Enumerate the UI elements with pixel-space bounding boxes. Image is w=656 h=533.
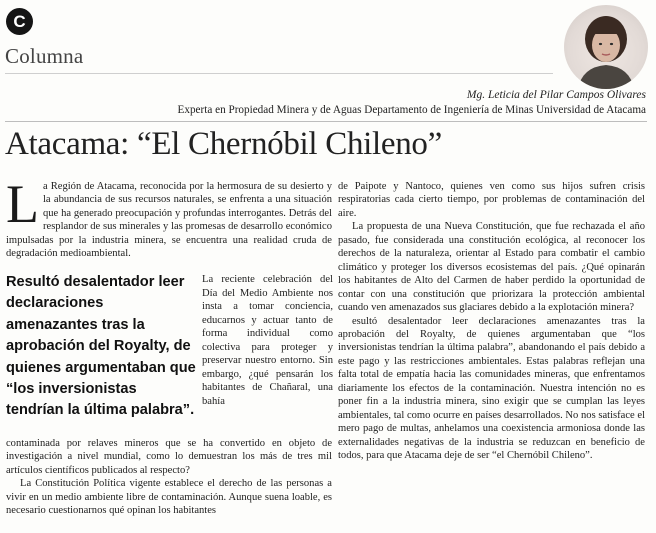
paragraph-2-rest: contaminada por relaves mineros que se ha convertido en objeto de investigación a nivel mundial, como lo demuestran los más de tres mil artículos científicos publicados al respecto? — [6, 438, 332, 476]
author-name: Mg. Leticia del Pilar Campos Olivares — [466, 89, 646, 101]
column-2-paragraph-2: La propuesta de una Nueva Constitución, que fue rechazada el año pasado, fue considerada una constitución ecológica, al reconocer los derechos de la naturaleza, orientar al Estado para combatir el cambio climático y proteger los diversos ecosistemas del país. ¿Qué opinarán los habitantes de Alto del Carmen de haber perdido la oportunidad de contar con una constitución que priorizara la protección ambiental cuando ven amenazados sus glaciares debido a la explotación minera? — [338, 221, 645, 314]
author-photo — [564, 5, 648, 89]
author-credential: Experta en Propiedad Minera y de Aguas Departamento de Ingeniería de Minas Universidad de Atacama — [177, 104, 646, 116]
section-title: Columna — [5, 44, 84, 68]
drop-cap: L — [6, 174, 39, 234]
paragraph-1-text: a Región de Atacama, reconocida por la hermosura de su desierto y la abundancia de sus recursos naturales, se enfrenta a una situación que ha generado preocupación y profundas interrogantes. Detrás del resplandor de sus minerales y las promesas de desarrollo económico impulsadas por la industria minera, se encuentra una realidad cruda de degradación medioambiental. — [6, 181, 332, 260]
pull-quote: Resultó desalentador leer declaraciones amenazantes tras la aprobación del Royalty, de quienes argumentaban que “los inversionistas tendrían la última palabra”. — [6, 274, 196, 419]
author-portrait-icon — [564, 5, 648, 89]
section-divider — [5, 73, 553, 74]
article-headline: Atacama: “El Chernóbil Chileno” — [5, 126, 442, 162]
headline-divider — [5, 121, 647, 122]
column-2-paragraph-3: esultó desalentador leer declaraciones amenazantes tras la aprobación del Royalty, de quienes argumentaban que “los inversionistas tendrían la última palabra”, abandonando el país debido a este pago y las restricciones ambientales. Estas palabras reflejan una falta total de empatía hacia las comunidades mineras, que enfrentamos diariamente los efectos de la contaminación. Nuestra intención no es poner fin a la industria minera, sino exigir que se cumplan las leyes ambientales, tal como ocurre en países desarrollados. No nos satisface el mero pago de multas, anhelamos una coexistencia armoniosa donde las externalidades negativas de la industria se reduzcan en beneficio de todos, para que Atacama deje de ser “el Chernóbil Chileno”. — [338, 315, 645, 462]
column-badge: C — [6, 8, 33, 35]
article-paragraph-2-side: La reciente celebración del Día del Medio Ambiente nos insta a tomar conciencia, educarnos y actuar tanto de forma individual como colectiva para proteger y preservar nuestro entorno. Sin embargo, ¿qué pensarán los habitantes de Chañaral, una bahía — [202, 274, 333, 407]
article-paragraph-1 — [6, 174, 332, 261]
article-paragraph-2-3 — [6, 437, 332, 518]
article-column-2 — [338, 180, 645, 463]
paragraph-3: La Constitución Política vigente establece el derecho de las personas a vivir en un medio ambiente libre de contaminación. Aunque suena loable, es necesario cuestionarnos qué opinan los habitantes — [6, 478, 332, 517]
column-2-paragraph-1: de Paipote y Nantoco, quienes ven como sus hijos sufren crisis respiratorias cada cierto tiempo, por problemas de contaminación del aire. — [338, 181, 645, 219]
